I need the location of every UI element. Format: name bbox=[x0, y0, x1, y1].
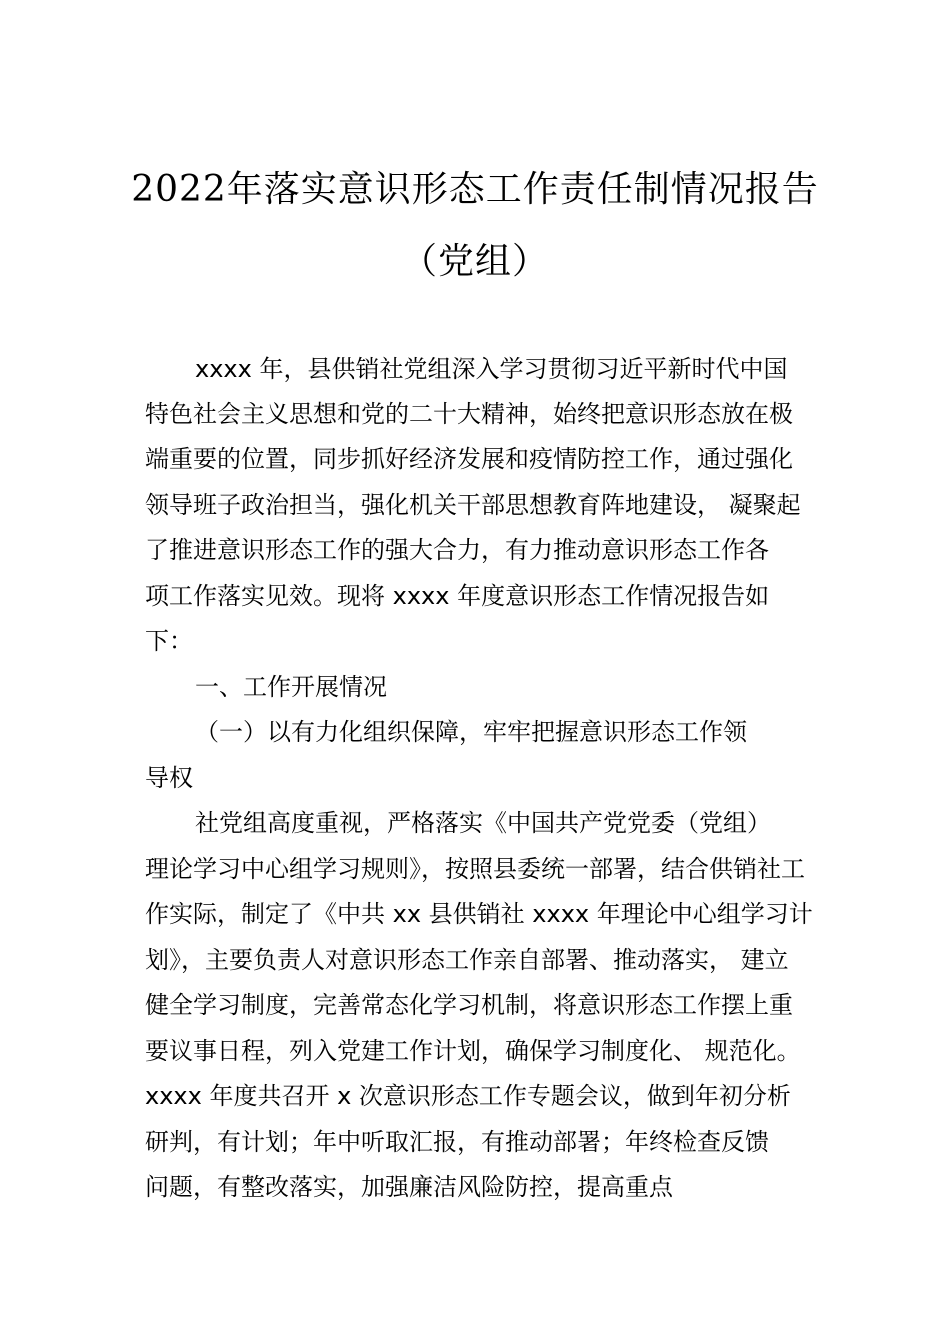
paragraph-line: 项工作落实见效。现将 xxxx 年度意识形态工作情况报告如 bbox=[145, 582, 770, 610]
paragraph-line: 健全学习制度，完善常态化学习机制，将意识形态工作摆上重 bbox=[145, 991, 793, 1019]
paragraph-line: 了推进意识形态工作的强大合力，有力推动意识形态工作各 bbox=[145, 536, 769, 564]
section-heading: 一、工作开展情况 bbox=[195, 673, 387, 701]
subsection-heading: 导权 bbox=[145, 764, 193, 792]
paragraph-line: 作实际，制定了《中共 xx 县供销社 xxxx 年理论中心组学习计 bbox=[145, 900, 813, 928]
paragraph-line: 要议事日程，列入党建工作计划，确保学习制度化、 规范化。 bbox=[145, 1037, 801, 1065]
paragraph-line: 研判，有计划；年中听取汇报，有推动部署；年终检查反馈 bbox=[145, 1128, 769, 1156]
document-subtitle: （党组） bbox=[400, 241, 549, 282]
paragraph-line: xxxx 年度共召开 x 次意识形态工作专题会议，做到年初分析 bbox=[145, 1082, 791, 1110]
paragraph-line: 领导班子政治担当，强化机关干部思想教育阵地建设， 凝聚起 bbox=[145, 491, 801, 519]
document-title: 2022年落实意识形态工作责任制情况报告 bbox=[131, 169, 819, 210]
paragraph-line: 特色社会主义思想和党的二十大精神，始终把意识形态放在极 bbox=[145, 400, 793, 428]
paragraph-line: xxxx 年，县供销社党组深入学习贯彻习近平新时代中国 bbox=[195, 355, 788, 383]
paragraph-line: 社党组高度重视，严格落实《中国共产党党委（党组） bbox=[195, 809, 771, 837]
paragraph-line: 理论学习中心组学习规则》，按照县委统一部署，结合供销社工 bbox=[145, 855, 805, 883]
paragraph-line: 下： bbox=[145, 627, 193, 655]
paragraph-line: 端重要的位置，同步抓好经济发展和疫情防控工作，通过强化 bbox=[145, 445, 793, 473]
subsection-heading: （一）以有力化组织保障，牢牢把握意识形态工作领 bbox=[195, 718, 747, 746]
paragraph-line: 问题，有整改落实，加强廉洁风险防控，提高重点 bbox=[145, 1173, 673, 1201]
paragraph-line: 划》，主要负责人对意识形态工作亲自部署、推动落实， 建立 bbox=[145, 946, 789, 974]
